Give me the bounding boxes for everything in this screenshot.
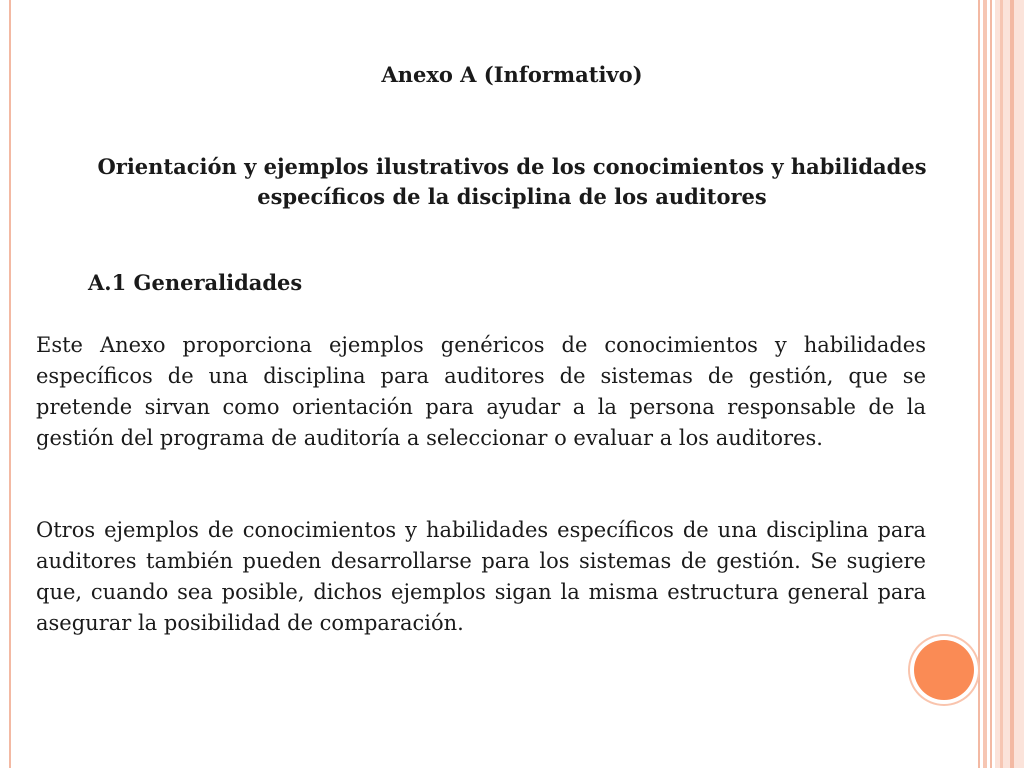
- right-stripe-5: [1010, 0, 1014, 768]
- right-stripe-3: [990, 0, 992, 768]
- paragraph-2: Otros ejemplos de conocimientos y habilidades específicos de una disciplina para auditores también pueden desarrollarse para los sistemas de gestión. Se sugiere que, cuando sea posible, dichos ejemplos sigan la misma estructura general para asegurar la posibilidad de comparación.: [36, 518, 926, 635]
- paragraph-1: Este Anexo proporciona ejemplos genéricos de conocimientos y habilidades específicos de una disciplina para auditores de sistemas de gestión, que se pretende sirvan como orientación para ayudar a la persona responsable de la gestión del programa de auditoría a seleccionar o evaluar a los auditores.: [36, 333, 926, 450]
- annex-subtitle: Orientación y ejemplos ilustrativos de los conocimientos y habilidades específicos de la disciplina de los auditores: [97, 154, 927, 209]
- section-heading: A.1 Generalidades: [88, 270, 303, 295]
- left-border-line: [9, 0, 11, 768]
- decorative-circle-icon: [914, 640, 974, 700]
- right-stripe-4: [1000, 0, 1003, 768]
- right-stripe-1: [978, 0, 980, 768]
- annex-title: Anexo A (Informativo): [381, 62, 643, 87]
- right-stripe-2: [983, 0, 987, 768]
